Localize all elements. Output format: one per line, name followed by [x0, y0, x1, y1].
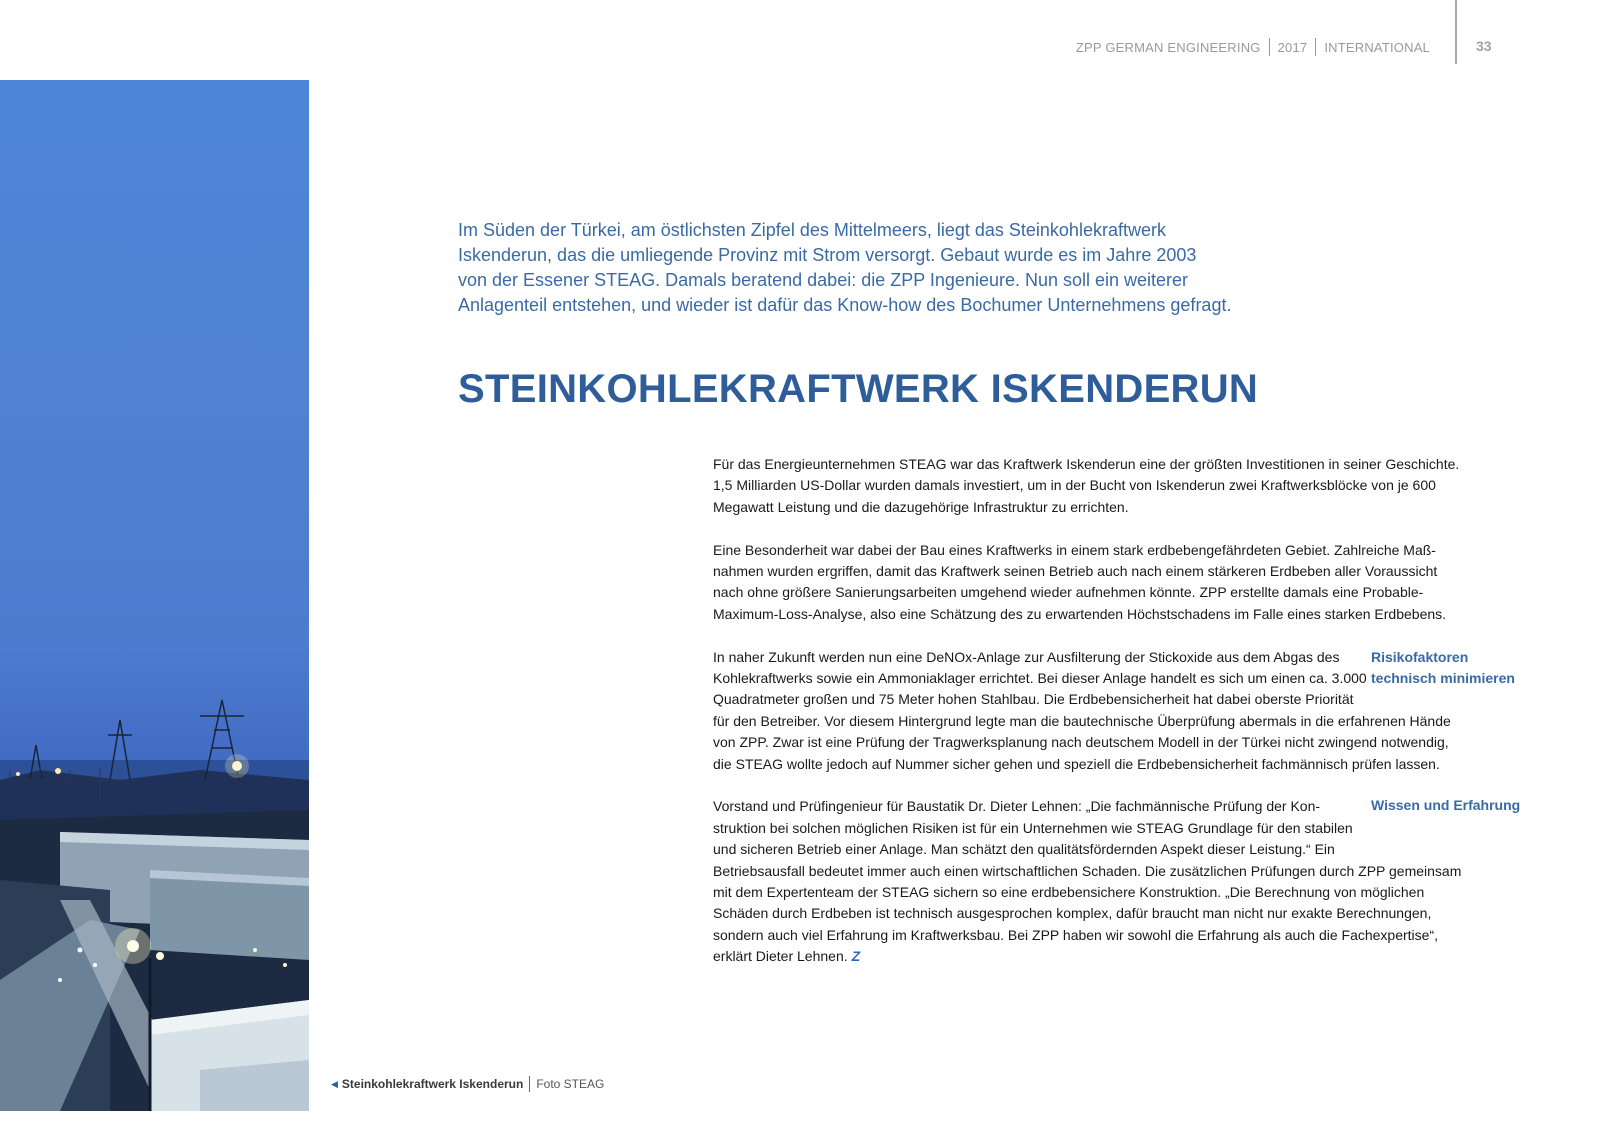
- body-line: Megawatt Leistung und die dazugehörige Infrastruktur zu errichten.: [713, 498, 1129, 515]
- power-plant-photo: [0, 80, 309, 1111]
- section-name: INTERNATIONAL: [1324, 39, 1430, 55]
- body-line: nach ohne größere Sanierungsarbeiten umgehend wieder aufnehmen könnte. ZPP erstellte damals eine Probable-: [713, 584, 1424, 601]
- article-title: STEINKOHLEKRAFTWERK ISKENDERUN: [458, 367, 1259, 411]
- intro-line: Iskenderun, das die umliegende Provinz mit Strom versorgt. Gebaut wurde es im Jahre 2003: [458, 245, 1197, 265]
- body-line: mit dem Expertenteam der STEAG sichern so eine erdbebensichere Konstruktion. „Die Berechnung von möglichen: [713, 884, 1425, 901]
- body-paragraph-1: [713, 454, 1463, 518]
- body-line: und sicheren Betrieb einer Anlage. Man schätzt den qualitätsfördernden Aspekt dieser Leistung.“ Ein: [713, 841, 1335, 858]
- body-line: Maximum-Loss-Analyse, also eine Schätzung des zu erwartenden Höchstschadens im Falle eines starken Erdbebens.: [713, 605, 1447, 622]
- publication-name: ZPP GERMAN ENGINEERING: [1075, 39, 1261, 55]
- body-line: Eine Besonderheit war dabei der Bau eines Kraftwerks in einem stark erdbebengefährdeten Gebiet. Zahlreiche Maß-: [713, 541, 1436, 558]
- body-line: 1,5 Milliarden US-Dollar wurden damals investiert, um in der Bucht von Iskenderun zwei Kraftwerksblöcke von je 600: [713, 477, 1436, 494]
- caption-divider: [529, 1076, 530, 1092]
- body-line: struktion bei solchen möglichen Risiken ist für ein Unternehmen wie STEAG Grundlage für den stabilen: [713, 819, 1353, 836]
- intro-line: von der Essener STEAG. Damals beratend dabei: die ZPP Ingenieure. Nun soll ein weiterer: [458, 270, 1189, 290]
- intro-line: Anlagenteil entstehen, und wieder ist dafür das Know-how des Bochumer Unternehmens gefragt.: [458, 295, 1232, 315]
- caption-arrow-icon: ◀: [331, 1078, 338, 1089]
- intro-line: Im Süden der Türkei, am östlichsten Zipfel des Mittelmeers, liegt das Steinkohlekraftwerk: [458, 220, 1166, 240]
- power-plant-illustration: [0, 80, 309, 1111]
- intro-lead-text: [458, 218, 1232, 318]
- running-header: [1076, 38, 1430, 56]
- body-line: Betriebsausfall bedeutet immer auch einen wirtschaftlichen Schaden. Die zusätzlichen Prüfungen durch ZPP gemeinsam: [713, 862, 1462, 879]
- body-paragraph-4: [713, 796, 1463, 967]
- body-line-text: erklärt Dieter Lehnen.: [713, 948, 848, 965]
- page-number: 33: [1476, 38, 1492, 54]
- body-line: Vorstand und Prüfingenieur für Baustatik Dr. Dieter Lehnen: „Die fachmännische Prüfung der Kon-: [713, 798, 1321, 815]
- caption-title: Steinkohlekraftwerk Iskenderun: [341, 1077, 524, 1091]
- article-body: [713, 454, 1463, 989]
- body-line: Kohlekraftwerks sowie ein Ammoniaklager errichtet. Bei dieser Anlage handelt es sich um einen ca. 3.000: [713, 670, 1367, 687]
- body-paragraph-3: [713, 647, 1463, 775]
- header-vertical-rule: [1455, 0, 1457, 64]
- body-line: In naher Zukunft werden nun eine DeNOx-Anlage zur Ausfilterung der Stickoxide aus dem Abgas des: [713, 648, 1340, 665]
- side-note-line: Wissen und Erfahrung: [1371, 797, 1521, 813]
- side-note-risk: [1371, 647, 1515, 689]
- header-divider: [1315, 38, 1316, 56]
- body-paragraph-2: [713, 540, 1463, 626]
- body-line: von ZPP. Zwar ist eine Prüfung der Tragwerksplanung nach deutschem Modell in der Türkei nicht zwingend notwendig,: [713, 734, 1449, 751]
- side-note-knowledge: [1371, 795, 1520, 816]
- body-line: für den Betreiber. Vor diesem Hintergrund legte man die bautechnische Überprüfung abermals in die erfahrenen Hände: [713, 712, 1451, 729]
- body-line: Quadratmeter großen und 75 Meter hohen Stahlbau. Die Erdbebensicherheit hat dabei oberste Priorität: [713, 691, 1354, 708]
- body-line: sondern auch viel Erfahrung im Kraftwerksbau. Bei ZPP haben wir sowohl die Erfahrung als auch die Fachexpertise“,: [713, 926, 1439, 943]
- body-line: Für das Energieunternehmen STEAG war das Kraftwerk Iskenderun eine der größten Investitionen in seiner Geschichte.: [713, 456, 1460, 472]
- body-line: die STEAG wollte jedoch auf Nummer sicher gehen und speziell die Erdbebensicherheit fachmännisch prüfen lassen.: [713, 755, 1440, 772]
- body-line: Schäden durch Erdbeben ist technisch ausgesprochen komplex, dafür braucht man nicht nur exakte Berechnungen,: [713, 905, 1432, 922]
- side-note-line: Risikofaktoren: [1371, 649, 1469, 665]
- body-line: nahmen wurden ergriffen, damit das Kraftwerk seinen Betrieb auch nach einem stärkeren Erdbeben aller Voraussicht: [713, 563, 1438, 580]
- caption-credit: Foto STEAG: [536, 1077, 605, 1091]
- header-divider: [1269, 38, 1270, 56]
- photo-caption: [331, 1076, 604, 1092]
- body-line-last: [713, 946, 1463, 967]
- publication-year: 2017: [1277, 39, 1308, 55]
- side-note-line: technisch minimieren: [1371, 670, 1515, 686]
- zpp-end-mark-icon: Z: [851, 948, 861, 965]
